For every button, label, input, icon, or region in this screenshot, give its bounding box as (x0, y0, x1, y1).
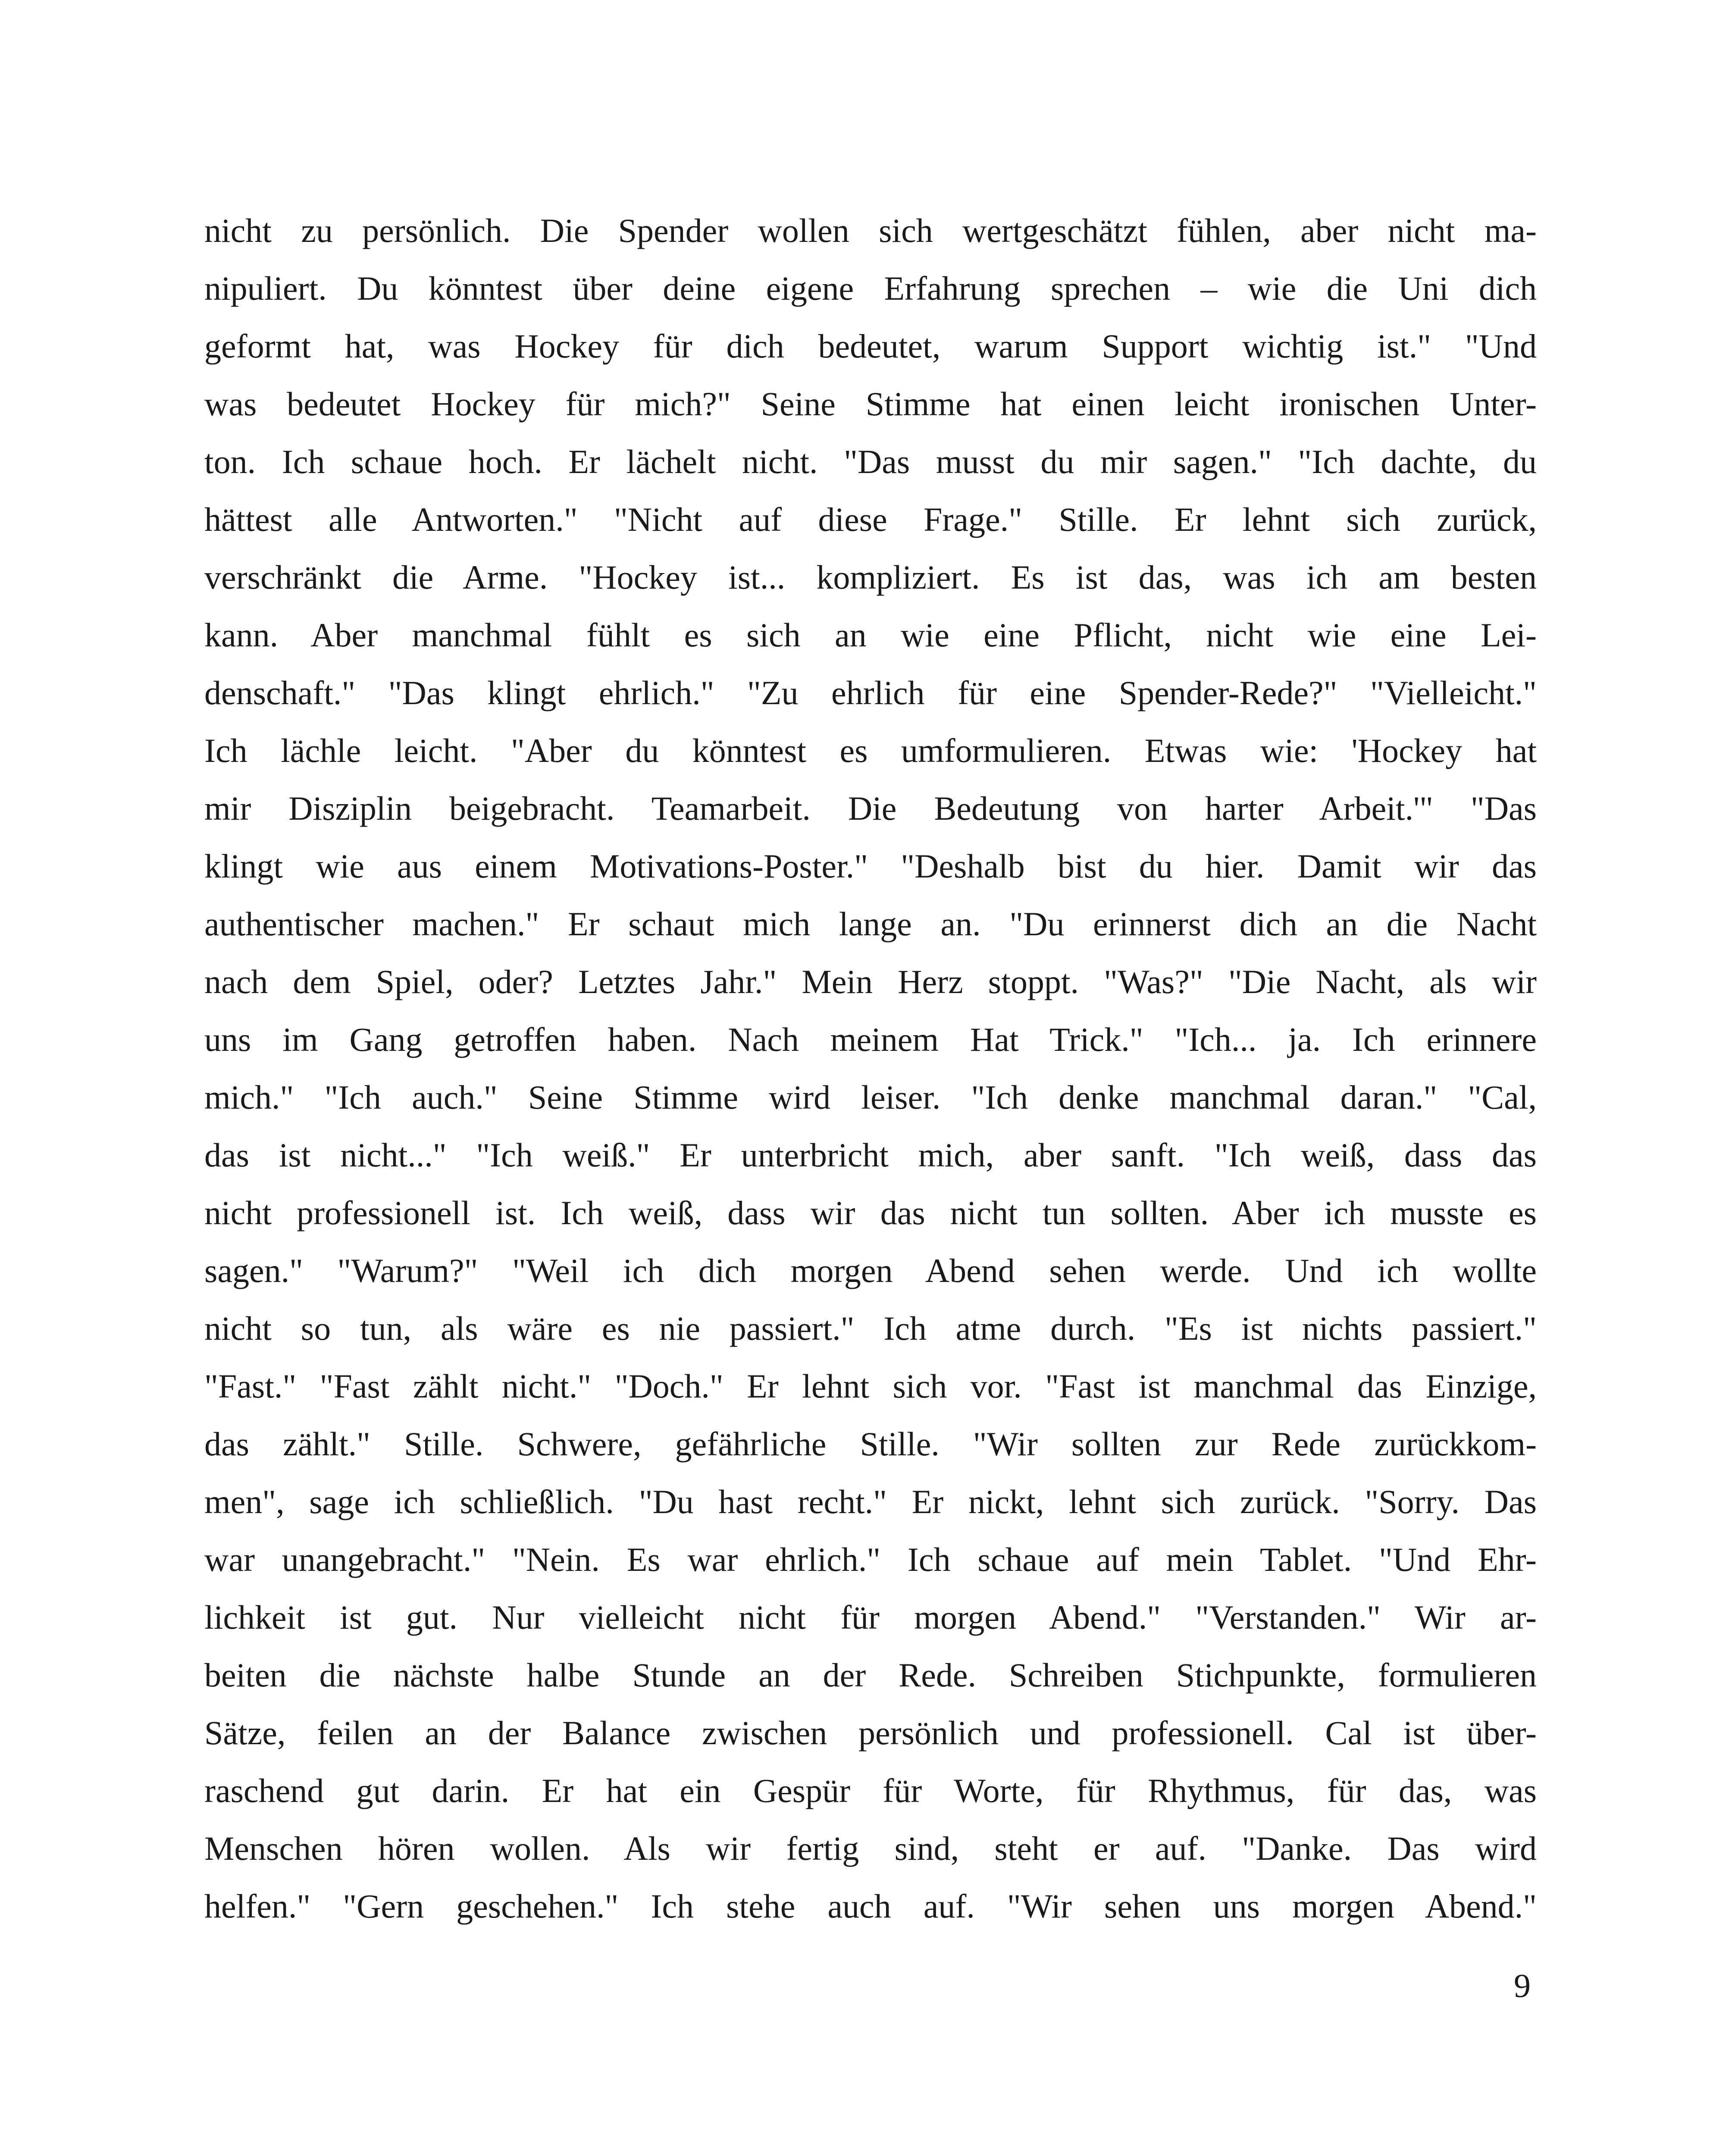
text-line: das ist nicht..." "Ich weiß." Er unterbricht mich, aber sanft. "Ich weiß, dass das (204, 1136, 1537, 1174)
text-line: mich." "Ich auch." Seine Stimme wird leiser. "Ich denke manchmal daran." "Cal, (204, 1078, 1537, 1116)
text-line: denschaft." "Das klingt ehrlich." "Zu ehrlich für eine Spender-Rede?" "Vielleicht." (204, 674, 1537, 711)
text-line: Ich lächle leicht. "Aber du könntest es umformulieren. Etwas wie: 'Hockey hat (204, 732, 1537, 769)
text-line: sagen." "Warum?" "Weil ich dich morgen Abend sehen werde. Und ich wollte (204, 1252, 1537, 1289)
text-line: klingt wie aus einem Motivations-Poster." "Deshalb bist du hier. Damit wir das (204, 847, 1537, 885)
text-line: was bedeutet Hockey für mich?" Seine Stimme hat einen leicht ironischen Unter- (204, 385, 1537, 423)
text-line: nipuliert. Du könntest über deine eigene Erfahrung sprechen – wie die Uni dich (204, 270, 1537, 307)
text-line: Sätze, feilen an der Balance zwischen persönlich und professionell. Cal ist über- (204, 1714, 1537, 1752)
text-line: geformt hat, was Hockey für dich bedeutet, warum Support wichtig ist." "Und (204, 327, 1537, 365)
text-line: nicht so tun, als wäre es nie passiert." Ich atme durch. "Es ist nichts passiert." (204, 1310, 1537, 1347)
text-line: raschend gut darin. Er hat ein Gespür für Worte, für Rhythmus, für das, was (204, 1772, 1537, 1809)
text-line: verschränkt die Arme. "Hockey ist... kompliziert. Es ist das, was ich am besten (204, 558, 1537, 596)
text-line: authentischer machen." Er schaut mich lange an. "Du erinnerst dich an die Nacht (204, 905, 1537, 943)
text-line: ton. Ich schaue hoch. Er lächelt nicht. "Das musst du mir sagen." "Ich dachte, du (204, 443, 1537, 480)
text-line: uns im Gang getroffen haben. Nach meinem Hat Trick." "Ich... ja. Ich erinnere (204, 1021, 1537, 1058)
text-line: beiten die nächste halbe Stunde an der Rede. Schreiben Stichpunkte, formulieren (204, 1656, 1537, 1694)
page-number: 9 (1514, 1967, 1531, 2004)
text-line: "Fast." "Fast zählt nicht." "Doch." Er lehnt sich vor. "Fast ist manchmal das Einzige, (204, 1367, 1537, 1405)
body-text (204, 202, 1537, 1935)
text-line: lichkeit ist gut. Nur vielleicht nicht für morgen Abend." "Verstanden." Wir ar- (204, 1598, 1537, 1636)
text-line: war unangebracht." "Nein. Es war ehrlich." Ich schaue auf mein Tablet. "Und Ehr- (204, 1541, 1537, 1578)
text-line: helfen." "Gern geschehen." Ich stehe auch auf. "Wir sehen uns morgen Abend." (204, 1887, 1537, 1925)
text-line: kann. Aber manchmal fühlt es sich an wie eine Pflicht, nicht wie eine Lei- (204, 616, 1537, 654)
text-line: Menschen hören wollen. Als wir fertig sind, steht er auf. "Danke. Das wird (204, 1830, 1537, 1867)
text-line: das zählt." Stille. Schwere, gefährliche Stille. "Wir sollten zur Rede zurückkom- (204, 1425, 1537, 1463)
text-line: mir Disziplin beigebracht. Teamarbeit. Die Bedeutung von harter Arbeit.'" "Das (204, 790, 1537, 827)
text-line: nach dem Spiel, oder? Letztes Jahr." Mein Herz stoppt. "Was?" "Die Nacht, als wir (204, 963, 1537, 1000)
text-line: hättest alle Antworten." "Nicht auf diese Frage." Stille. Er lehnt sich zurück, (204, 501, 1537, 538)
text-line: nicht professionell ist. Ich weiß, dass wir das nicht tun sollten. Aber ich musste es (204, 1194, 1537, 1232)
text-line: men", sage ich schließlich. "Du hast recht." Er nickt, lehnt sich zurück. "Sorry. Das (204, 1483, 1537, 1520)
text-line: nicht zu persönlich. Die Spender wollen sich wertgeschätzt fühlen, aber nicht ma- (204, 212, 1537, 249)
